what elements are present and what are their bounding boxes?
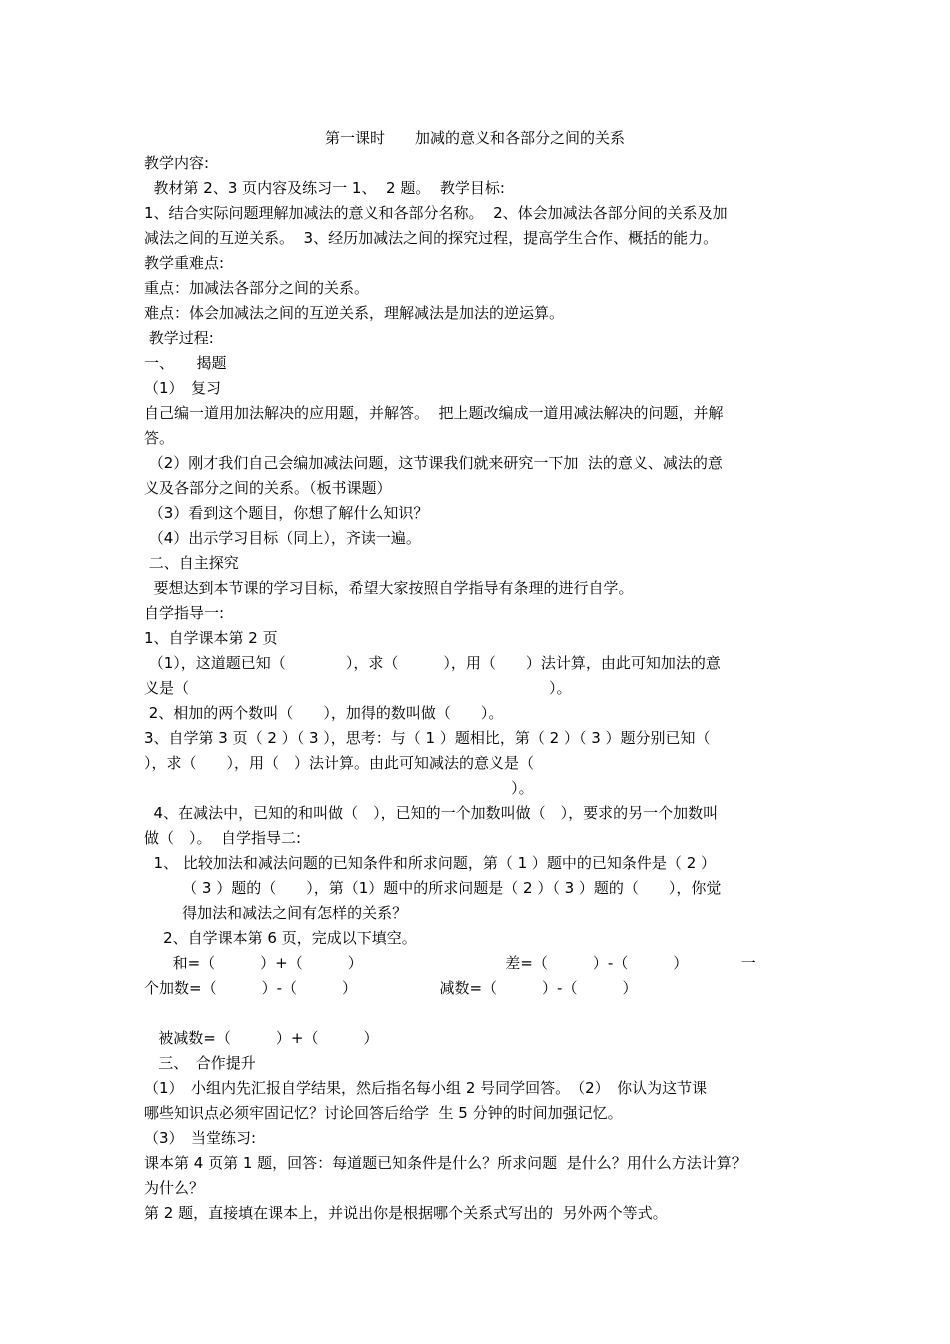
text-line: （1） 小组内先汇报自学结果，然后指名每小组 2 号同学回答。 （2） 你认为这节课	[144, 1079, 708, 1097]
text-line: （2）刚才我们自己会编加减法问题，这节课我们就来研究一下加 法的意义、减法的意	[144, 454, 723, 472]
text-line: （1） 复习	[144, 379, 222, 397]
text-line: 课本第 4 页第 1 题，回答：每道题已知条件是什么？所求问题 是什么？用什么方法计算？	[144, 1154, 747, 1172]
text-line: 教学重难点:	[144, 254, 225, 272]
text-line: ）。	[144, 779, 534, 797]
text-line: 义及各部分之间的关系。（板书课题）	[144, 479, 392, 497]
text-line: 1、结合实际问题理解加减法的意义和各部分名称。 2、体会加减法各部分间的关系及加	[144, 204, 728, 222]
text-line: 为什么？	[144, 1179, 205, 1197]
text-line: 要想达到本节课的学习目标，希望大家按照自学指导有条理的进行自学。	[144, 579, 634, 597]
text-line: 第 2 题，直接填在课本上，并说出你是根据哪个关系式写出的 另外两个等式。	[144, 1204, 668, 1222]
text-line: 教学过程:	[144, 329, 214, 347]
text-line: （3）看到这个题目，你想了解什么知识？	[144, 504, 429, 522]
text-line: 做（ ）。 自学指导二:	[144, 829, 302, 847]
text-line: 教学内容:	[144, 154, 210, 172]
text-line: （ 3 ）题的（ ），第（1）题中的所求问题是（ 2 ）（ 3 ）题的（ ），你觉	[144, 879, 722, 897]
text-line: 难点：体会加减法之间的互逆关系，理解减法是加法的逆运算。	[144, 304, 565, 322]
text-line: 3、自学第 3 页（ 2 ）（ 3 ），思考：与（ 1 ）题相比，第（ 2 ）（ 3 ）题分别已知（	[144, 729, 711, 747]
text-line: 义是（ ）。	[144, 679, 572, 697]
text-line: 自学指导一:	[144, 604, 225, 622]
text-line: 个加数=（ ）-（ ） 减数=（ ）-（ ）	[144, 979, 638, 997]
text-line: 得加法和减法之间有怎样的关系？	[144, 904, 408, 922]
text-line: （1），这道题已知（ ），求（ ），用（ ）法计算，由此可知加法的意	[144, 654, 721, 672]
text-line: 和=（ ）+（ ） 差=（ ）-（ ） 一	[144, 954, 756, 972]
text-line: 减法之间的互逆关系。 3、经历加减法之间的探究过程，提高学生合作、概括的能力。	[144, 229, 719, 247]
text-line: 教材第 2、3 页内容及练习一 1、 2 题。 教学目标:	[144, 179, 505, 197]
text-line: 1、自学课本第 2 页	[144, 629, 278, 647]
text-line: ），求（ ），用（ ）法计算。由此可知减法的意义是（	[144, 754, 535, 772]
text-line: （4）出示学习目标（同上），齐读一遍。	[144, 529, 421, 547]
text-line: 答。	[144, 429, 175, 447]
text-line: 2、自学课本第 6 页，完成以下填空。	[144, 929, 417, 947]
page-title: 第一课时 加减的意义和各部分之间的关系	[324, 129, 625, 147]
text-line: 2、相加的两个数叫（ ），加得的数叫做（ ）。	[144, 704, 504, 722]
text-line: 自己编一道用加法解决的应用题，并解答。 把上题改编成一道用减法解决的问题，并解	[144, 404, 724, 422]
text-line: 被减数=（ ）+（ ）	[144, 1029, 379, 1047]
section-heading: 三、 合作提升	[144, 1054, 256, 1072]
text-line: 哪些知识点必须牢固记忆？讨论回答后给学 生 5 分钟的时间加强记忆。	[144, 1104, 623, 1122]
text-line: 1、 比较加法和减法问题的已知条件和所求问题，第（ 1 ）题中的已知条件是（ 2 ）	[144, 854, 717, 872]
text-line: 4、在减法中，已知的和叫做（ ），已知的一个加数叫做（ ），要求的另一个加数叫	[144, 804, 719, 822]
section-heading: 一、 揭题	[144, 354, 227, 372]
section-heading: 二、自主探究	[144, 554, 239, 572]
text-line: （3） 当堂练习:	[144, 1129, 257, 1147]
text-line: 重点：加减法各部分之间的关系。	[144, 279, 370, 297]
